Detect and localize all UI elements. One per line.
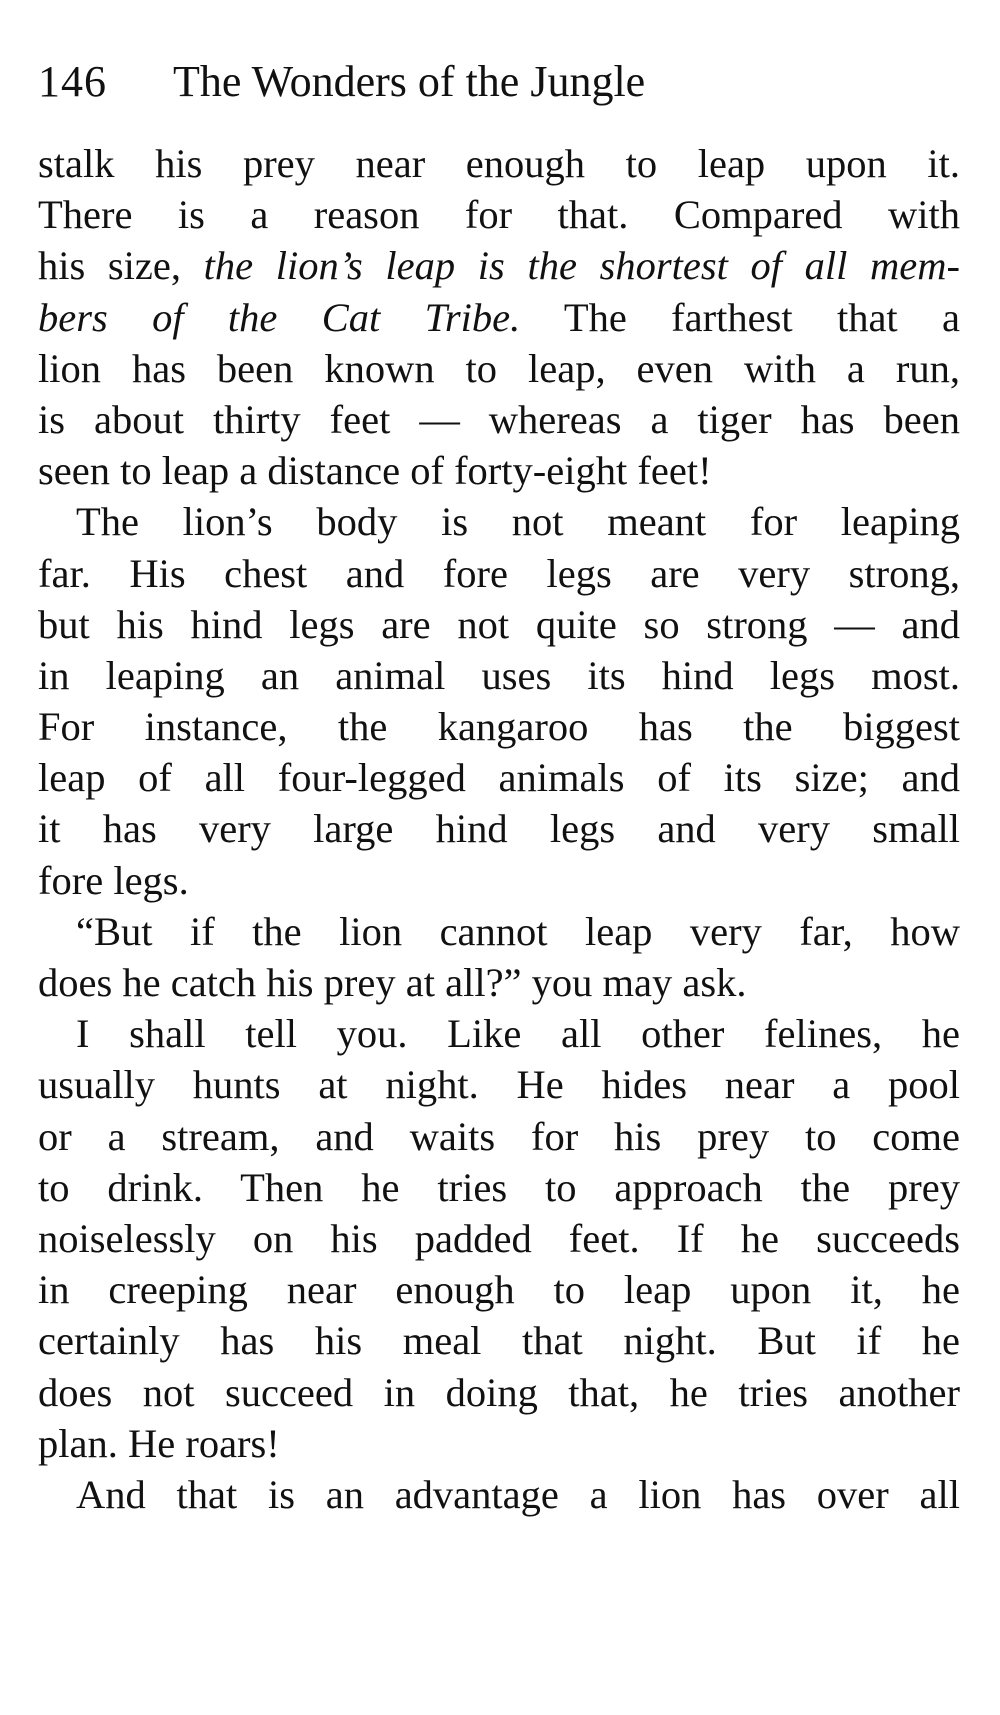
text-line: lion has been known to leap, even with a run,	[38, 345, 960, 391]
text-line	[38, 292, 960, 343]
body-text	[38, 138, 960, 1520]
text-line: The lion’s body is not meant for leaping	[76, 499, 960, 545]
text-line: And that is an advantage a lion has over all	[76, 1471, 960, 1517]
text-line	[38, 240, 960, 291]
text-line: certainly has his meal that night. But if he	[38, 1318, 960, 1364]
running-head	[38, 52, 938, 112]
running-title: The Wonders of the Jungle	[173, 57, 646, 106]
text-line: does he catch his prey at all?” you may ask.	[38, 960, 747, 1005]
text-line: far. His chest and fore legs are very strong,	[38, 550, 960, 596]
text-line: “But if the lion cannot leap very far, how	[76, 908, 960, 954]
text-line: usually hunts at night. He hides near a pool	[38, 1062, 960, 1108]
italic-emphasis: the lion’s leap is the shortest of all mem-	[203, 243, 960, 289]
text-line: There is a reason for that. Compared with	[38, 192, 960, 238]
text-line: it has very large hind legs and very small	[38, 806, 960, 852]
text-line: I shall tell you. Like all other felines, he	[76, 1011, 960, 1057]
text-line: plan. He roars!	[38, 1420, 280, 1466]
text-line: is about thirty feet — whereas a tiger has been	[38, 396, 960, 442]
text-line: stalk his prey near enough to leap upon it.	[38, 141, 960, 186]
italic-emphasis: bers of the Cat Tribe.	[38, 294, 521, 340]
text-line: in leaping an animal uses its hind legs most.	[38, 652, 960, 698]
text-line: fore legs.	[38, 857, 189, 903]
text-line: noiselessly on his padded feet. If he succeeds	[38, 1215, 960, 1261]
text-line: leap of all four-legged animals of its size; and	[38, 755, 960, 801]
text-line: seen to leap a distance of forty-eight feet!	[38, 448, 712, 494]
text-line: does not succeed in doing that, he tries another	[38, 1369, 960, 1415]
text-segment: his size,	[38, 243, 204, 289]
text-line: to drink. Then he tries to approach the prey	[38, 1164, 960, 1210]
text-line: For instance, the kangaroo has the biggest	[38, 704, 960, 750]
text-line: but his hind legs are not quite so strong — and	[38, 601, 960, 647]
text-line: or a stream, and waits for his prey to come	[38, 1113, 960, 1159]
text-line: in creeping near enough to leap upon it, he	[38, 1267, 960, 1313]
text-segment: The farthest that a	[520, 294, 960, 340]
page-number: 146	[38, 57, 107, 106]
